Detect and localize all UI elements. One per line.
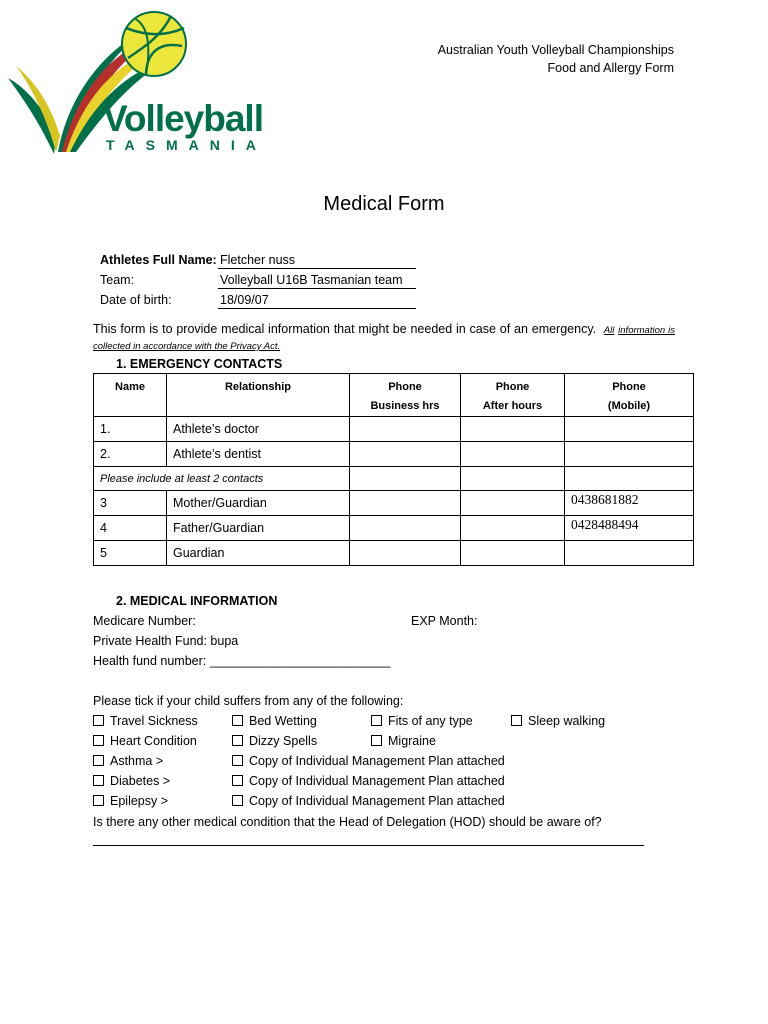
col-phone-mobile: Phone (Mobile) xyxy=(565,374,694,417)
checkbox-epilepsy-plan[interactable]: Copy of Individual Management Plan attached xyxy=(232,794,505,808)
table-row xyxy=(94,491,694,516)
checkbox-square[interactable] xyxy=(93,755,104,766)
row-relationship: Athlete’s dentist xyxy=(167,442,350,467)
phone-mobile-cell[interactable] xyxy=(565,417,694,442)
phone-business-cell[interactable] xyxy=(350,516,461,541)
medicare-label: Medicare Number: xyxy=(93,614,196,628)
logo-subtitle: TASMANIA xyxy=(106,137,267,153)
row-relationship: Mother/Guardian xyxy=(167,491,350,516)
checkbox-asthma[interactable]: Asthma > xyxy=(93,754,163,768)
phone-business-cell[interactable] xyxy=(350,467,461,491)
contacts-note: Please include at least 2 contacts xyxy=(94,467,350,491)
table-row xyxy=(94,417,694,442)
checkbox-square[interactable] xyxy=(93,775,104,786)
checkbox-fits[interactable]: Fits of any type xyxy=(371,714,473,728)
header-championship: Australian Youth Volleyball Championships xyxy=(437,43,674,57)
phone-mobile-cell[interactable]: 0428488494 xyxy=(565,516,694,541)
phone-business-cell[interactable] xyxy=(350,442,461,467)
col-relationship: Relationship xyxy=(167,374,350,417)
checkbox-square[interactable] xyxy=(93,795,104,806)
table-row-note xyxy=(94,467,694,491)
dob-field[interactable]: 18/09/07 xyxy=(218,293,416,309)
athlete-name-field[interactable]: Fletcher nuss xyxy=(218,253,416,269)
checkbox-square[interactable] xyxy=(232,735,243,746)
checkbox-square[interactable] xyxy=(232,795,243,806)
tick-instructions: Please tick if your child suffers from any of the following: xyxy=(93,694,404,708)
checkbox-square[interactable] xyxy=(232,775,243,786)
phone-after-cell[interactable] xyxy=(461,467,565,491)
checkbox-square[interactable] xyxy=(232,715,243,726)
phone-mobile-cell[interactable] xyxy=(565,541,694,566)
logo-wordmark: Volleyball xyxy=(103,98,263,139)
exp-month-label: EXP Month: xyxy=(411,614,478,628)
checkbox-square[interactable] xyxy=(371,735,382,746)
checkbox-migraine[interactable]: Migraine xyxy=(371,734,436,748)
checkbox-heart-condition[interactable]: Heart Condition xyxy=(93,734,197,748)
phone-after-cell[interactable] xyxy=(461,491,565,516)
col-name: Name xyxy=(94,374,167,417)
col-phone-after: Phone After hours xyxy=(461,374,565,417)
checkbox-diabetes-plan[interactable]: Copy of Individual Management Plan attached xyxy=(232,774,505,788)
intro-paragraph xyxy=(93,322,675,354)
checkbox-dizzy-spells[interactable]: Dizzy Spells xyxy=(232,734,317,748)
phone-business-cell[interactable] xyxy=(350,541,461,566)
checkbox-diabetes[interactable]: Diabetes > xyxy=(93,774,170,788)
header-form-name: Food and Allergy Form xyxy=(547,61,674,75)
checkbox-epilepsy[interactable]: Epilepsy > xyxy=(93,794,168,808)
table-header-row xyxy=(94,374,694,417)
emergency-heading: 1. EMERGENCY CONTACTS xyxy=(116,357,283,371)
phone-business-cell[interactable] xyxy=(350,417,461,442)
checkbox-sleep-walking[interactable]: Sleep walking xyxy=(511,714,605,728)
row-number: 1. xyxy=(94,417,167,442)
page-title: Medical Form xyxy=(323,193,445,215)
row-number: 5 xyxy=(94,541,167,566)
phone-after-cell[interactable] xyxy=(461,541,565,566)
row-relationship: Guardian xyxy=(167,541,350,566)
checkbox-bed-wetting[interactable]: Bed Wetting xyxy=(232,714,317,728)
checkbox-square[interactable] xyxy=(371,715,382,726)
checkbox-square[interactable] xyxy=(93,735,104,746)
phone-business-cell[interactable] xyxy=(350,491,461,516)
checkbox-square[interactable] xyxy=(93,715,104,726)
checkbox-asthma-plan[interactable]: Copy of Individual Management Plan attached xyxy=(232,754,505,768)
privacy-note-a: All xyxy=(603,325,615,336)
privacy-note-b: information is collected in accordance with the Privacy Act. xyxy=(93,325,675,352)
other-condition-question: Is there any other medical condition that the Head of Delegation (HOD) should be aware of? xyxy=(93,815,602,829)
row-relationship: Athlete’s doctor xyxy=(167,417,350,442)
row-number: 2. xyxy=(94,442,167,467)
emergency-contacts-table xyxy=(93,373,694,566)
row-number: 3 xyxy=(94,491,167,516)
health-fund-line: Private Health Fund: bupa xyxy=(93,634,239,648)
health-fund-number-line: Health fund number: __________________________ xyxy=(93,654,391,668)
phone-mobile-cell[interactable] xyxy=(565,467,694,491)
dob-label: Date of birth: xyxy=(100,293,172,307)
table-row xyxy=(94,516,694,541)
checkbox-square[interactable] xyxy=(232,755,243,766)
row-number: 4 xyxy=(94,516,167,541)
phone-mobile-cell[interactable] xyxy=(565,442,694,467)
other-condition-answer-line[interactable] xyxy=(93,845,644,846)
checkbox-travel-sickness[interactable]: Travel Sickness xyxy=(93,714,198,728)
athlete-name-label: Athletes Full Name: xyxy=(100,253,217,267)
table-row xyxy=(94,442,694,467)
team-field[interactable]: Volleyball U16B Tasmanian team xyxy=(218,273,416,289)
team-label: Team: xyxy=(100,273,135,287)
phone-after-cell[interactable] xyxy=(461,442,565,467)
phone-after-cell[interactable] xyxy=(461,417,565,442)
row-relationship: Father/Guardian xyxy=(167,516,350,541)
intro-text: This form is to provide medical information that might be needed in case of an emergency. xyxy=(93,322,597,336)
col-phone-business: Phone Business hrs xyxy=(350,374,461,417)
phone-after-cell[interactable] xyxy=(461,516,565,541)
table-row xyxy=(94,541,694,566)
medical-heading: 2. MEDICAL INFORMATION xyxy=(116,594,278,608)
phone-mobile-cell[interactable]: 0438681882 xyxy=(565,491,694,516)
checkbox-square[interactable] xyxy=(511,715,522,726)
